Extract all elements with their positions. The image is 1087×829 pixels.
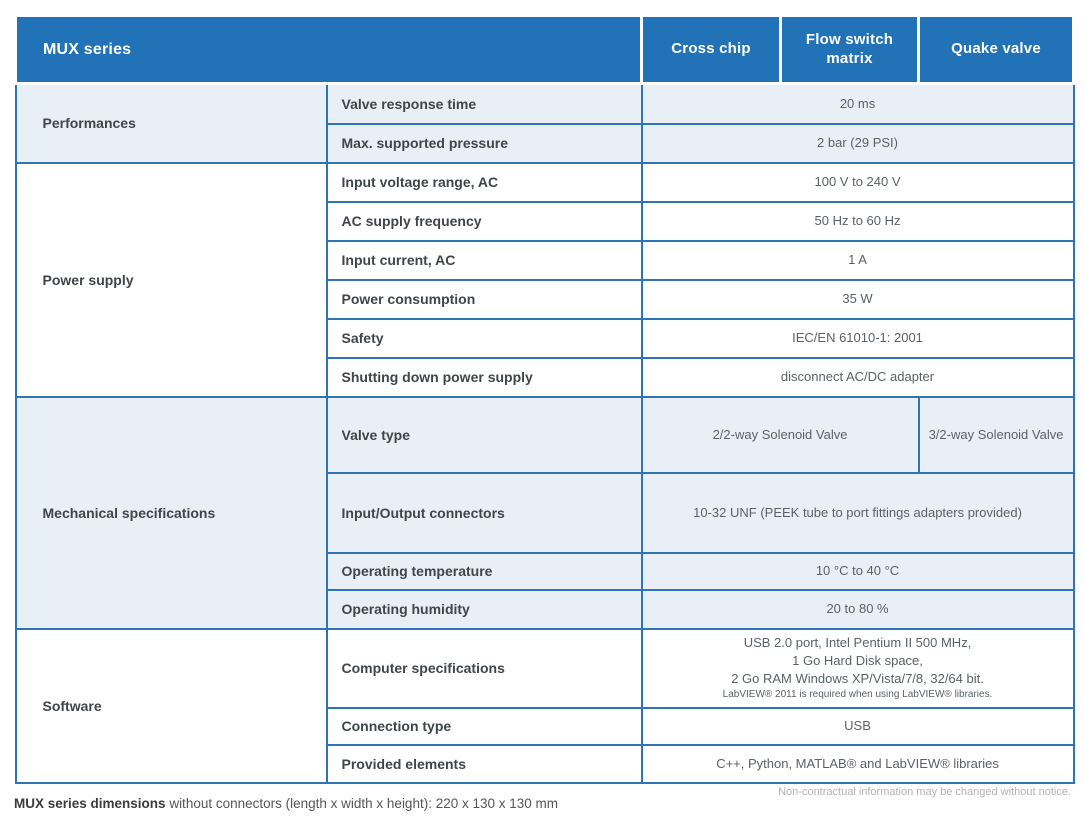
spec-label: AC supply frequency — [327, 202, 642, 241]
table-header-row — [16, 16, 1074, 84]
spec-value-note: LabVIEW® 2011 is required when using LabVIEW® libraries. — [722, 689, 993, 701]
table-title: MUX series — [16, 16, 642, 84]
column-header-quake-valve: Quake valve — [919, 16, 1074, 84]
spec-value: 10 °C to 40 °C — [642, 553, 1074, 590]
spec-value: 2/2-way Solenoid Valve — [642, 397, 919, 473]
spec-label: Power consumption — [327, 280, 642, 319]
spec-value: 3/2-way Solenoid Valve — [919, 397, 1074, 473]
category-cell-software: Software — [16, 629, 327, 783]
spec-value: 100 V to 240 V — [642, 163, 1074, 202]
spec-table — [14, 14, 1075, 784]
spec-value: disconnect AC/DC adapter — [642, 358, 1074, 397]
spec-label: Provided elements — [327, 745, 642, 783]
table-row — [16, 163, 1074, 202]
spec-value-line: USB 2.0 port, Intel Pentium II 500 MHz, — [743, 635, 972, 651]
column-header-flow-switch-matrix: Flow switch matrix — [781, 16, 919, 84]
dimensions-text — [14, 796, 558, 811]
spec-value: C++, Python, MATLAB® and LabVIEW® libraries — [642, 745, 1074, 783]
spec-label: Shutting down power supply — [327, 358, 642, 397]
table-row — [16, 397, 1074, 473]
spec-label: Input voltage range, AC — [327, 163, 642, 202]
spec-label: Computer specifications — [327, 629, 642, 708]
category-cell-mechanical-specifications: Mechanical specifications — [16, 397, 327, 629]
spec-label: Connection type — [327, 708, 642, 745]
category-cell-power-supply: Power supply — [16, 163, 327, 397]
spec-value-line: 2 Go RAM Windows XP/Vista/7/8, 32/64 bit. — [731, 670, 984, 686]
spec-label: Operating temperature — [327, 553, 642, 590]
spec-value: 50 Hz to 60 Hz — [642, 202, 1074, 241]
spec-value: 35 W — [642, 280, 1074, 319]
spec-label: Input current, AC — [327, 241, 642, 280]
spec-value: 20 ms — [642, 84, 1074, 124]
column-header-cross-chip: Cross chip — [642, 16, 781, 84]
spec-label: Safety — [327, 319, 642, 358]
spec-value: 20 to 80 % — [642, 590, 1074, 629]
spec-value: 10-32 UNF (PEEK tube to port fittings adapters provided) — [642, 473, 1074, 553]
non-contractual-note: Non-contractual information may be changed without notice. — [778, 786, 1071, 798]
spec-value — [642, 629, 1074, 708]
category-cell-performances: Performances — [16, 84, 327, 163]
spec-label: Valve type — [327, 397, 642, 473]
spec-label: Operating humidity — [327, 590, 642, 629]
spec-label: Max. supported pressure — [327, 124, 642, 163]
dimensions-text-rest: without connectors (length x width x height): 220 x 130 x 130 mm — [165, 796, 559, 811]
table-row — [16, 629, 1074, 708]
spec-value: 2 bar (29 PSI) — [642, 124, 1074, 163]
spec-label: Input/Output connectors — [327, 473, 642, 553]
spec-label: Valve response time — [327, 84, 642, 124]
dimensions-text-bold: MUX series dimensions — [14, 796, 166, 811]
table-row — [16, 84, 1074, 124]
spec-value: USB — [642, 708, 1074, 745]
spec-value-line: 1 Go Hard Disk space, — [792, 652, 923, 668]
spec-value: 1 A — [642, 241, 1074, 280]
spec-value: IEC/EN 61010-1: 2001 — [642, 319, 1074, 358]
